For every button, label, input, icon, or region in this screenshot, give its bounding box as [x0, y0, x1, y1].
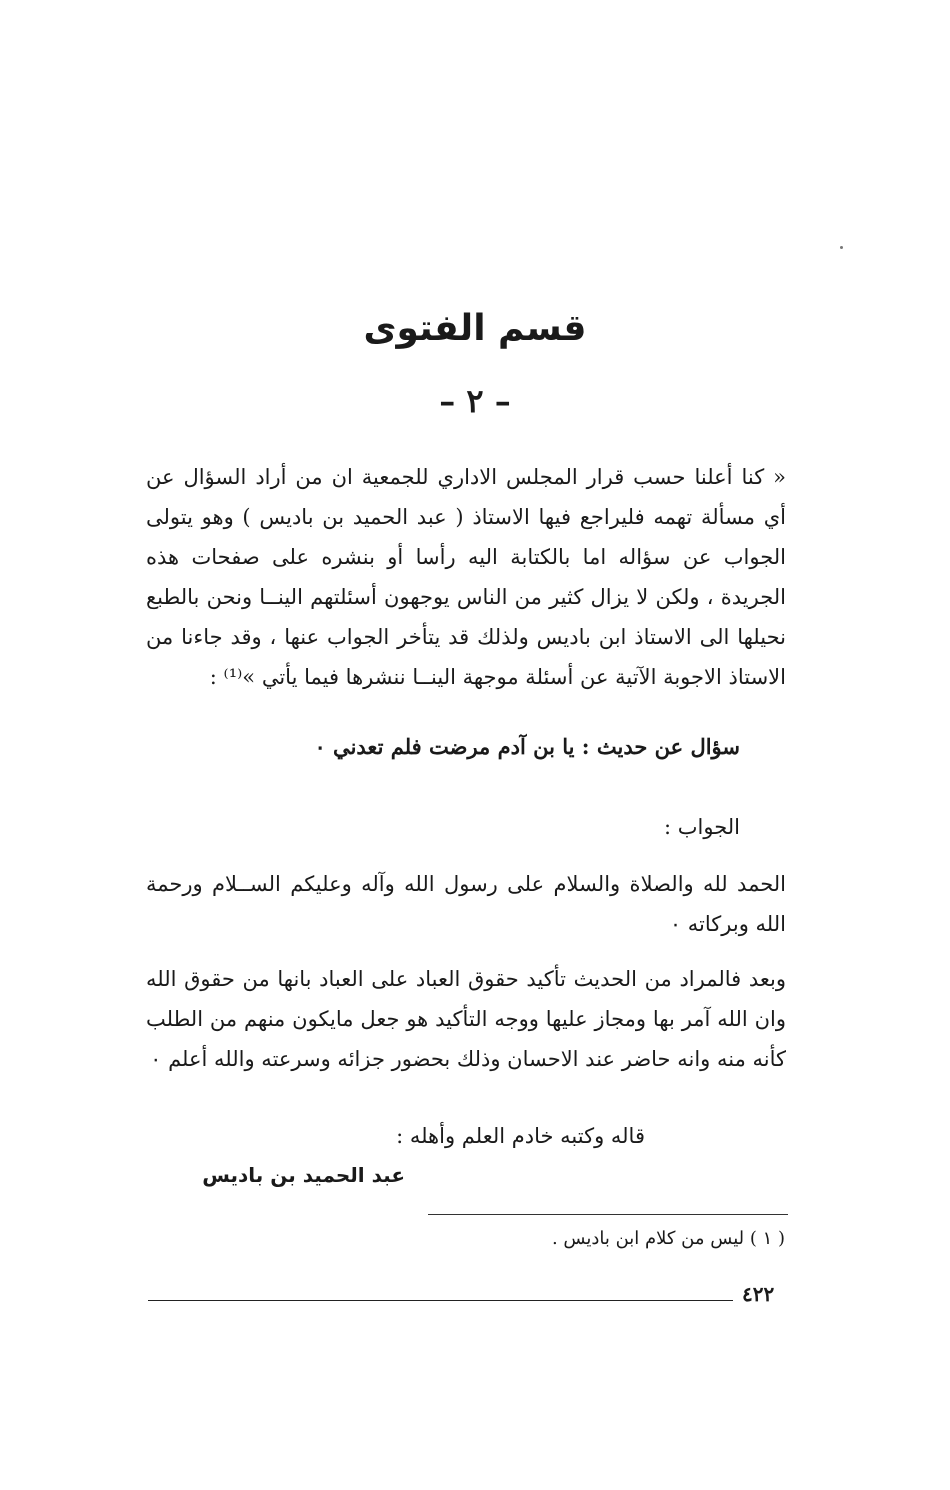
- intro-paragraph: « كنا أعلنا حسب قرار المجلس الاداري للجمعية ان من أراد السؤال عن أي مسألة تهمه فليراجع فيها الاستاذ ( عبد الحميد بن باديس ) وهو يتولى الجواب عن سؤاله اما بالكتابة اليه رأسا أو بنشره على صفحات هذه الجريدة ، ولكن لا يزال كثير من الناس يوجهون أسئلتهم الينــا ونحن بالطبع نحيلها الى الاستاذ ابن باديس ولذلك قد يتأخر الجواب عنها ، وقد جاءنا من الاستاذ الاجوبة الآتية عن أسئلة موجهة الينــا ننشرها فيما يأتي »⁽¹⁾ :: [146, 465, 786, 689]
- page-number: ٤٢٢: [742, 1282, 775, 1306]
- footnote: ( ١ ) ليس من كلام ابن باديس .: [551, 1228, 785, 1249]
- signature-line: قاله وكتبه خادم العلم وأهله :: [396, 1124, 645, 1148]
- author-signature: عبد الحميد بن باديس: [202, 1163, 405, 1187]
- ruling-paragraph: وبعد فالمراد من الحديث تأكيد حقوق العباد على العباد بانها من حقوق الله وان الله آمر بها ومجاز عليها ووجه التأكيد هو جعل مايكون منهم من الطلب كأنه منه وانه حاضر عند الاحسان وذلك بحضور جزائه وسرعته والله أعلم ٠: [146, 967, 786, 1071]
- answer-label: الجواب :: [664, 815, 740, 839]
- footnote-divider: [428, 1214, 788, 1215]
- scan-speck: [840, 246, 843, 249]
- praise-paragraph: الحمد لله والصلاة والسلام على رسول الله وآله وعليكم الســلام ورحمة الله وبركاته ٠: [146, 872, 786, 936]
- bottom-rule: [148, 1300, 733, 1301]
- part-number: – ٢ –: [439, 382, 511, 420]
- page-title: قسم الفتوى: [363, 308, 587, 349]
- question-heading: سؤال عن حديث : يا بن آدم مرضت فلم تعدني ٠: [314, 734, 740, 759]
